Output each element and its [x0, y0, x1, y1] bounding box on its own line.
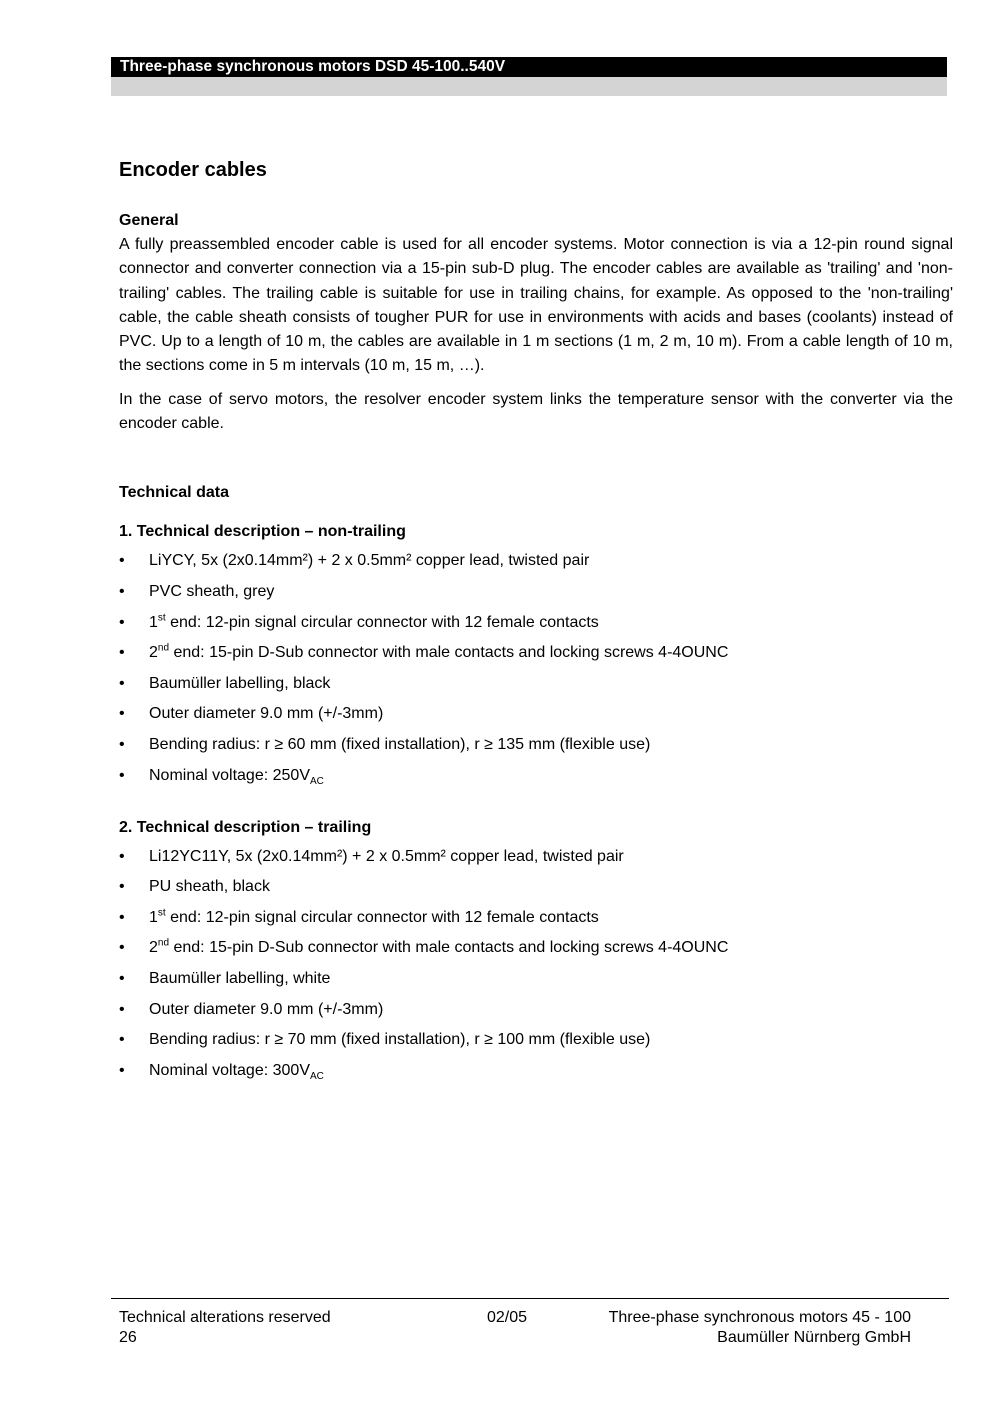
list-item: • Outer diameter 9.0 mm (+/-3mm): [119, 998, 953, 1022]
page-content: [119, 155, 953, 1083]
general-paragraph: In the case of servo motors, the resolver encoder system links the temperature sensor with the converter via the encoder cable.: [119, 390, 953, 433]
bullet-icon: •: [119, 552, 125, 570]
bullet-icon: •: [119, 582, 125, 600]
footer-notice: Technical alterations reserved: [119, 1309, 331, 1326]
footer-date: 02/05: [487, 1309, 528, 1326]
list-item: • LiYCY, 5x (2x0.14mm²) + 2 x 0.5mm² copper lead, twisted pair: [119, 549, 953, 573]
list-item: • Nominal voltage: $250V_{AC}$: [119, 764, 953, 788]
trailing-list: [119, 845, 953, 1083]
header-title: Three-phase synchronous motors DSD 45-100..540V: [111, 57, 947, 77]
bullet-icon: •: [119, 847, 125, 865]
list-item: • Baumüller labelling, white: [119, 967, 953, 991]
non-trailing-list: [119, 549, 953, 787]
general-heading: General: [119, 212, 179, 229]
bullet-icon: •: [119, 766, 125, 784]
bullet-icon: •: [119, 939, 125, 957]
list-item: • Bending radius: r ≥ 70 mm (fixed installation), r ≥ 100 mm (flexible use): [119, 1028, 953, 1052]
list-item: • 2nd end: 15-pin D-Sub connector with male contacts and locking screws 4-4OUNC: [119, 641, 953, 665]
list-item: • PVC sheath, grey: [119, 580, 953, 604]
list-item: • PU sheath, black: [119, 875, 953, 899]
page-number: 26: [119, 1329, 137, 1346]
bullet-icon: •: [119, 908, 125, 926]
footer-company: Baumüller Nürnberg GmbH: [717, 1329, 911, 1346]
bullet-icon: •: [119, 674, 125, 692]
trailing-heading: 2. Technical description – trailing: [119, 818, 372, 836]
list-item: • Baumüller labelling, black: [119, 672, 953, 696]
section-title: Encoder cables: [119, 159, 267, 181]
list-item: • Outer diameter 9.0 mm (+/-3mm): [119, 702, 953, 726]
general-paragraph: A fully preassembled encoder cable is used for all encoder systems. Motor connection is via a 12-pin round signal connector and converter connection via a 15-pin sub-D plug. The encoder cables are available as 'trailing' and 'non-trailing' cables. The trailing cable is suitable for use in trailing chains, for example. As opposed to the 'non-trailing' cable, the cable sheath consists of tougher PUR for use in environments with acids and bases (coolants) instead of PVC. Up to a length of 10 m, the cables are available in 1 m sections (1 m, 2 m, 10 m). From a cable length of 10 m, the sections come in 5 m intervals (10 m, 15 m, …).: [119, 236, 953, 375]
list-item: • Nominal voltage: $300V_{AC}$: [119, 1059, 953, 1083]
bullet-icon: •: [119, 969, 125, 987]
list-item: • 2nd end: 15-pin D-Sub connector with male contacts and locking screws 4-4OUNC: [119, 936, 953, 960]
list-item: • Bending radius: r ≥ 60 mm (fixed installation), r ≥ 135 mm (flexible use): [119, 733, 953, 757]
bullet-icon: •: [119, 1031, 125, 1049]
header-band: [111, 77, 947, 96]
technical-data-heading: Technical data: [119, 484, 229, 502]
bullet-icon: •: [119, 735, 125, 753]
non-trailing-heading: 1. Technical description – non-trailing: [119, 523, 406, 541]
list-item: • 1st end: 12-pin signal circular connector with 12 female contacts: [119, 906, 953, 930]
bullet-icon: •: [119, 705, 125, 723]
bullet-icon: •: [119, 644, 125, 662]
bullet-icon: •: [119, 1061, 125, 1079]
footer-divider: [111, 1298, 949, 1299]
bullet-icon: •: [119, 613, 125, 631]
bullet-icon: •: [119, 878, 125, 896]
list-item: • Li12YC11Y, 5x (2x0.14mm²) + 2 x 0.5mm² copper lead, twisted pair: [119, 845, 953, 869]
bullet-icon: •: [119, 1000, 125, 1018]
list-item: • 1st end: 12-pin signal circular connector with 12 female contacts: [119, 611, 953, 635]
footer-document-title: Three-phase synchronous motors 45 - 100: [608, 1309, 911, 1326]
